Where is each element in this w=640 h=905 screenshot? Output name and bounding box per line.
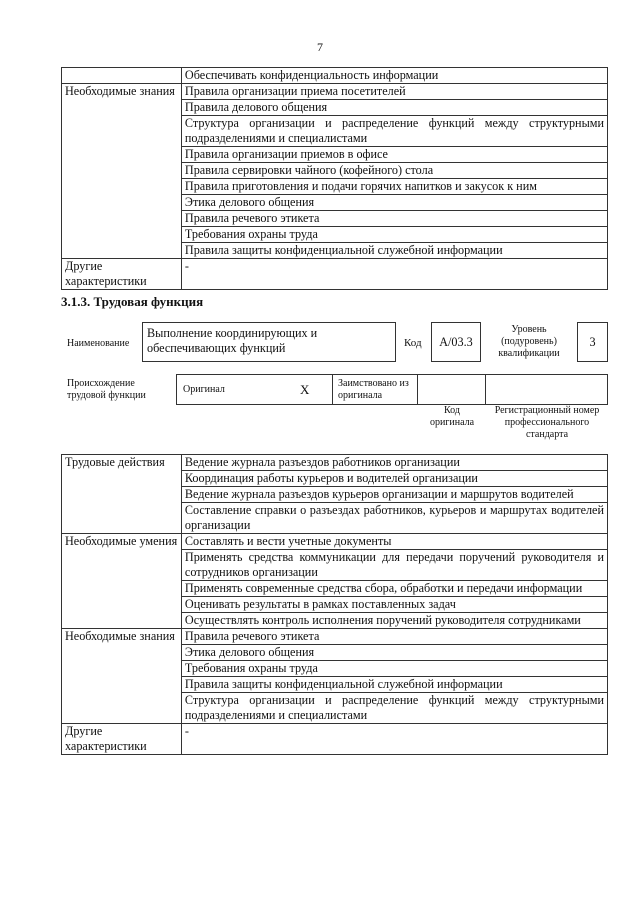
- origin-value: Оригинал: [183, 384, 225, 395]
- level-label: Уровень (подуровень) квалификации: [498, 324, 560, 359]
- name-value-box: [142, 322, 396, 362]
- row-item: Координация работы курьеров и водителей организации: [181, 471, 607, 487]
- row-item: -: [181, 259, 607, 290]
- row-item: Составление справки о разъездах работников, курьеров и маршрутах водителей организации: [181, 503, 607, 534]
- code-label: Код: [404, 337, 422, 349]
- row-item: Структура организации и распределение функций между структурными подразделениями и специалистами: [181, 693, 607, 724]
- row-label: [62, 68, 182, 84]
- row-item: Структура организации и распределение функций между структурными подразделениями и специалистами: [181, 116, 607, 147]
- table-row: [62, 455, 608, 471]
- row-item: Ведение журнала разъездов курьеров организации и маршрутов водителей: [181, 487, 607, 503]
- row-item: Правила организации приема посетителей: [181, 84, 607, 100]
- level-value: 3: [577, 322, 608, 362]
- borrowed-label: Заимствовано из оригинала: [338, 378, 409, 401]
- table-row: [62, 259, 608, 290]
- code-original-label: Код оригинала: [429, 405, 475, 428]
- name-label: Наименование: [67, 338, 130, 349]
- row-item: Правила организации приемов в офисе: [181, 147, 607, 163]
- row-item: Составлять и вести учетные документы: [181, 534, 607, 550]
- row-label: Необходимые умения: [62, 534, 182, 629]
- page-number: 7: [317, 40, 323, 54]
- code-value: А/03.3: [431, 322, 481, 362]
- row-item: Применять средства коммуникации для передачи поручений руководителя и сотрудников организации: [181, 550, 607, 581]
- row-item: Оценивать результаты в рамках поставленных задач: [181, 597, 607, 613]
- name-value: Выполнение координирующих и обеспечивающих функций: [147, 326, 318, 355]
- origin-label: Происхождение трудовой функции: [67, 378, 146, 401]
- row-item: Правила приготовления и подачи горячих напитков и закусок к ним: [181, 179, 607, 195]
- row-item: -: [181, 724, 607, 755]
- row-label: Другие характеристики: [62, 259, 182, 290]
- row-item: Правила речевого этикета: [181, 211, 607, 227]
- row-item: Правила речевого этикета: [181, 629, 607, 645]
- row-item: Применять современные средства сбора, обработки и передачи информации: [181, 581, 607, 597]
- row-item: Правила защиты конфиденциальной служебной информации: [181, 243, 607, 259]
- row-label: Трудовые действия: [62, 455, 182, 534]
- table-row: [62, 534, 608, 550]
- labor-function-table: [61, 454, 608, 755]
- table-row: [62, 68, 608, 84]
- row-item: Этика делового общения: [181, 645, 607, 661]
- row-item: Осуществлять контроль исполнения поручений руководителя сотрудниками: [181, 613, 607, 629]
- row-item: Ведение журнала разъездов работников организации: [181, 455, 607, 471]
- table-row: [62, 629, 608, 645]
- row-item: Требования охраны труда: [181, 227, 607, 243]
- row-item: Правила делового общения: [181, 100, 607, 116]
- row-label: Другие характеристики: [62, 724, 182, 755]
- table-row: [62, 84, 608, 100]
- row-label: Необходимые знания: [62, 629, 182, 724]
- row-item: Этика делового общения: [181, 195, 607, 211]
- top-requirements-table: [61, 67, 608, 290]
- row-item: Обеспечивать конфиденциальность информации: [181, 68, 607, 84]
- table-row: [62, 724, 608, 755]
- section-title: 3.1.3. Трудовая функция: [61, 294, 204, 309]
- row-item: Требования охраны труда: [181, 661, 607, 677]
- row-label: Необходимые знания: [62, 84, 182, 259]
- row-item: Правила защиты конфиденциальной служебной информации: [181, 677, 607, 693]
- row-item: Правила сервировки чайного (кофейного) стола: [181, 163, 607, 179]
- reg-number-label: Регистрационный номер профессионального стандарта: [494, 405, 600, 440]
- origin-mark: X: [300, 382, 310, 397]
